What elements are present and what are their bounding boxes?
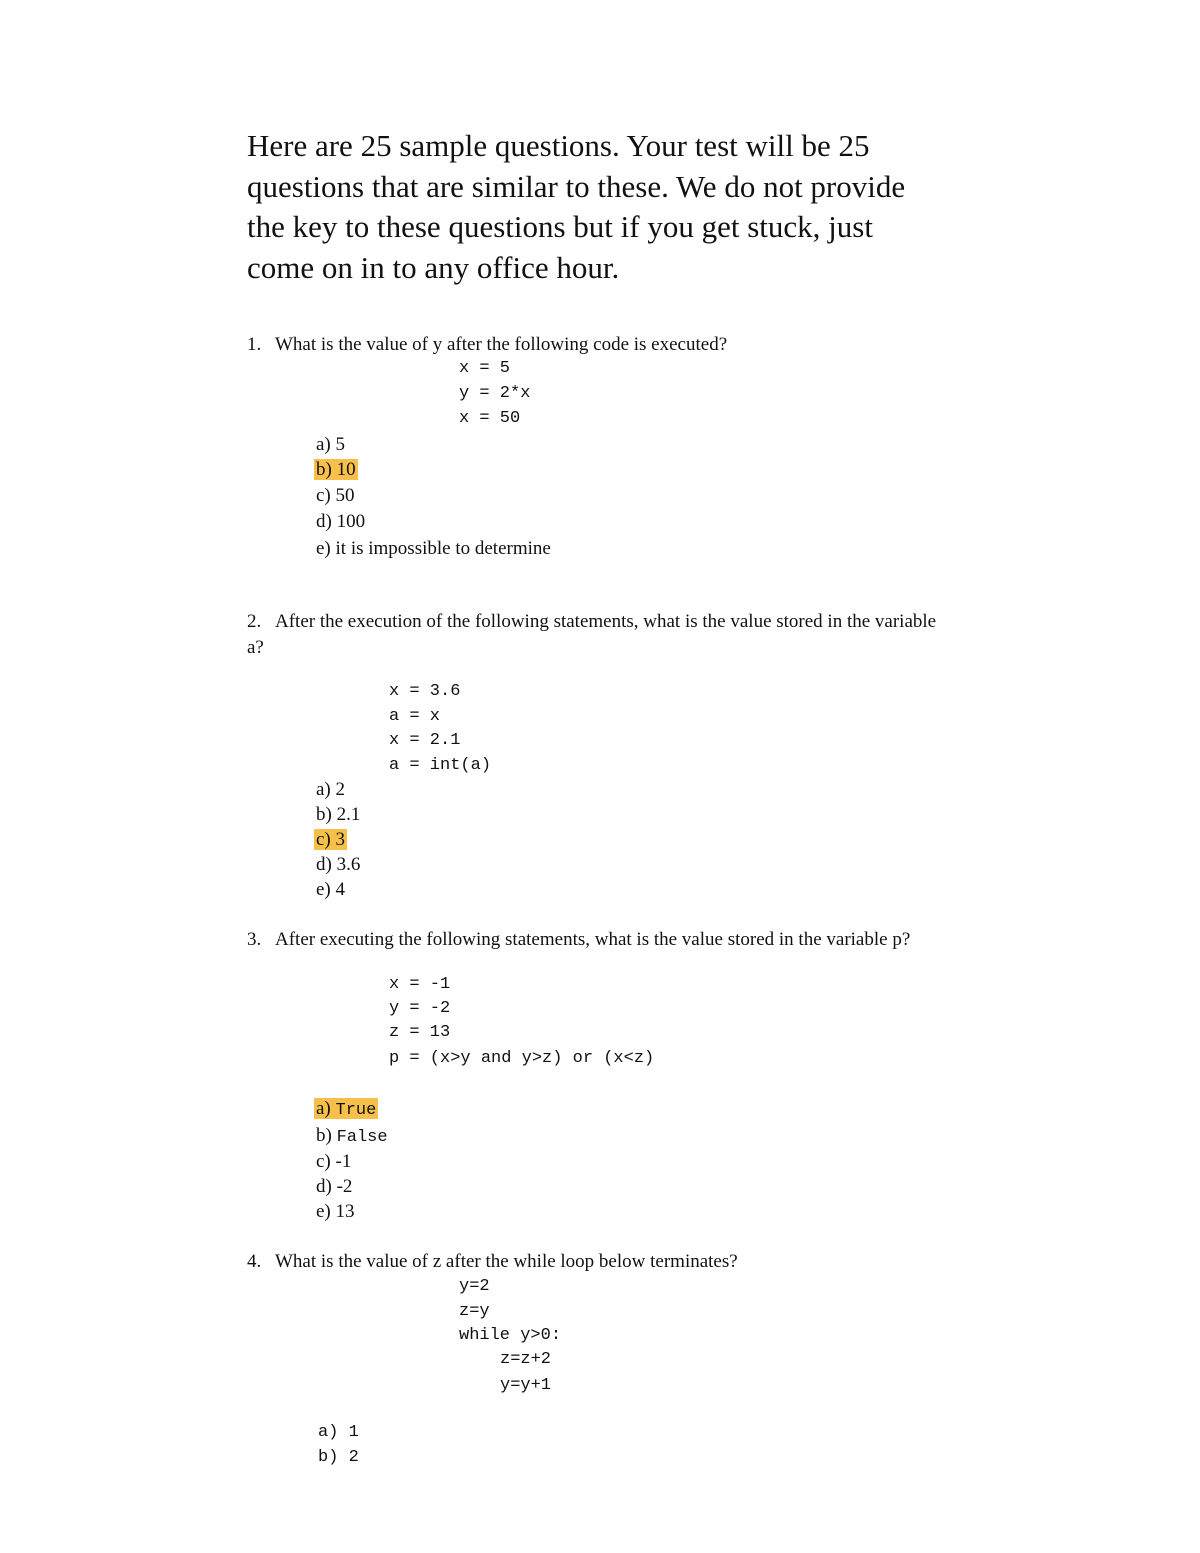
question-number: 1. <box>247 334 262 355</box>
code-line: y = -2 <box>389 999 451 1018</box>
code-line: x = -1 <box>389 975 451 994</box>
code-line: x = 5 <box>459 359 511 378</box>
answer-option: a) 1 <box>318 1423 359 1442</box>
code-line: z=z+2 <box>500 1350 552 1369</box>
code-line: z=y <box>459 1302 490 1321</box>
option-value: 13 <box>335 1201 355 1222</box>
answer-option: a) 5 <box>316 434 346 455</box>
intro-line: the key to these questions but if you get stuck, just <box>247 209 873 244</box>
code-line: y=y+1 <box>500 1376 552 1395</box>
question-text: After the execution of the following statements, what is the value stored in the variable <box>275 611 937 632</box>
code-line: x = 2.1 <box>389 731 461 750</box>
code-line: y = 2*x <box>459 384 531 403</box>
question-text: After executing the following statements, what is the value stored in the variable p? <box>275 929 911 950</box>
answer-option: d) 100 <box>316 511 366 532</box>
answer-option-highlighted: b) 10 <box>316 459 356 480</box>
code-line: z = 13 <box>389 1023 451 1042</box>
question-text-continued: a? <box>247 637 264 658</box>
answer-option: d) 3.6 <box>316 854 361 875</box>
question-text: What is the value of y after the following code is executed? <box>275 334 728 355</box>
answer-option: e) 4 <box>316 879 346 900</box>
question-number: 3. <box>247 929 262 950</box>
code-line: p = (x>y and y>z) or (x<z) <box>389 1049 655 1068</box>
question-text: What is the value of z after the while loop below terminates? <box>275 1251 738 1272</box>
code-line: a = x <box>389 707 441 726</box>
option-letter: d) <box>316 1176 332 1197</box>
code-line: a = int(a) <box>389 756 492 775</box>
code-line: x = 50 <box>459 409 521 428</box>
option-letter: c) <box>316 1151 331 1172</box>
intro-line: questions that are similar to these. We do not provide <box>247 169 906 204</box>
option-letter: a) <box>316 1098 331 1119</box>
option-value: False <box>336 1128 388 1147</box>
question-number: 4. <box>247 1251 262 1272</box>
option-letter: b) <box>316 1125 332 1146</box>
answer-option: e) it is impossible to determine <box>316 538 551 559</box>
answer-option-highlighted: c) 3 <box>316 829 346 850</box>
code-line: y=2 <box>459 1277 490 1296</box>
option-value: True <box>335 1101 377 1120</box>
intro-line: Here are 25 sample questions. Your test will be 25 <box>247 128 870 163</box>
option-value: -2 <box>336 1176 353 1197</box>
answer-option: b) 2 <box>318 1448 359 1467</box>
answer-option-highlighted <box>314 1098 378 1119</box>
code-line: while y>0: <box>459 1326 562 1345</box>
answer-option: c) 50 <box>316 485 355 506</box>
answer-option: b) 2.1 <box>316 804 361 825</box>
code-line: x = 3.6 <box>389 682 461 701</box>
answer-option: a) 2 <box>316 779 346 800</box>
option-letter: e) <box>316 1201 331 1222</box>
option-value: -1 <box>335 1151 352 1172</box>
intro-line: come on in to any office hour. <box>247 250 620 285</box>
question-number: 2. <box>247 611 262 632</box>
